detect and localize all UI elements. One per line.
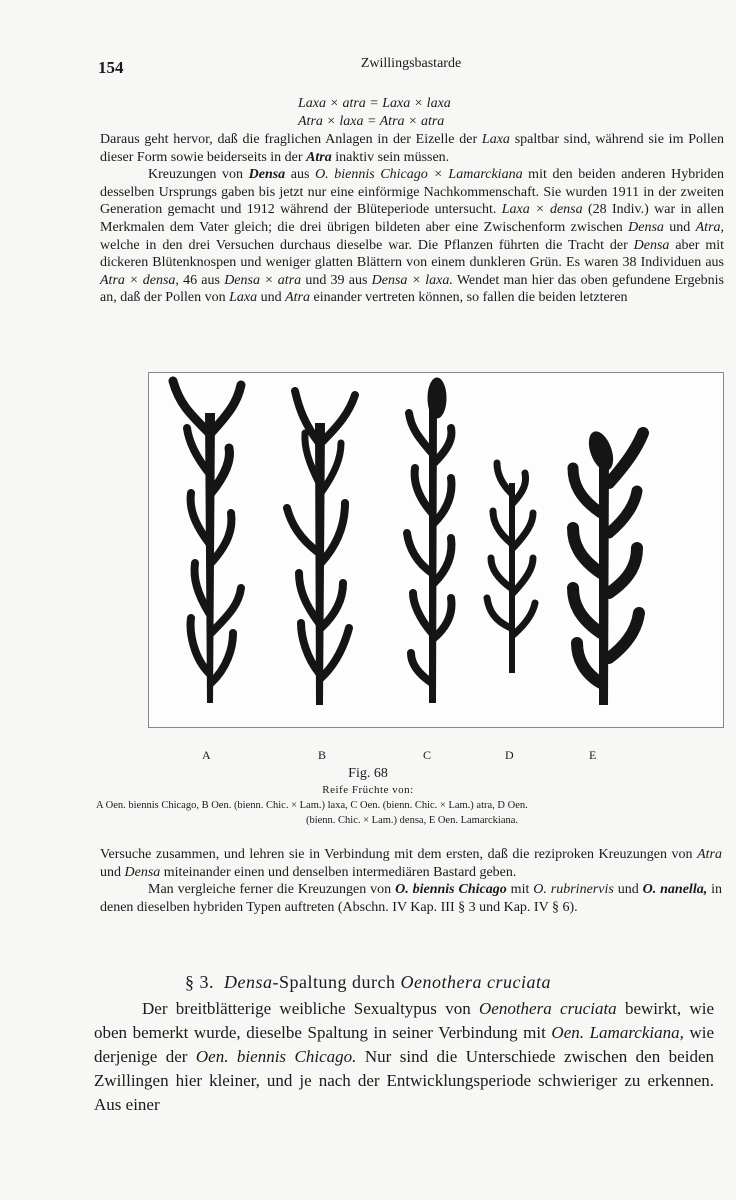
figure-letter-d: D xyxy=(505,748,514,762)
page-header xyxy=(98,56,724,80)
figure-legend xyxy=(96,798,728,828)
fruit-stems-photo xyxy=(149,373,723,727)
figure-letter-e: E xyxy=(589,748,597,762)
paragraph-3: Versuche zusammen, und lehren sie in Verbindung mit dem ersten, daß die reziproken Kreuzungen von Atra und Densa miteinander einen und denselben intermediären Bastard geben. xyxy=(100,847,722,880)
fruit-stem-c xyxy=(407,378,451,703)
running-title: Zwillingsbastarde xyxy=(360,56,462,71)
fruit-stem-d xyxy=(487,463,535,673)
figure-letter-a: A xyxy=(202,748,211,762)
figure-letter-c: C xyxy=(423,748,432,762)
paragraph-2: Kreuzungen von Densa aus O. biennis Chicago × Lamarckiana mit den beiden anderen Hybriden desselben Ursprungs gaben bis jetzt nur eine einförmige Nachkommenschaft. Sie wurden 1911 in der zweiten Generation gemacht und 1912 während der Blüteperiode untersucht. Laxa × densa (28 Indiv.) war in allen Merkmalen dem Vater gleich; die drei übrigen bildeten aber eine Zwischenform zwischen Densa und Atra, welche in den drei Versuchen durchaus dieselbe war. Die Pflanzen führten die Tracht der Densa aber mit dickeren Blütenknospen und weniger glatten Blättern von einem dunkleren Grün. Es waren 38 Individuen aus Atra × densa, 46 aus Densa × atra und 39 aus Densa × laxa. Wendet man hier das oben gefundene Ergebnis an, daß der Pollen von Laxa und Atra einander vertreten können, so fallen die beiden letzteren xyxy=(100,167,725,306)
figure-letter-b: B xyxy=(318,748,327,762)
section-heading: § 3. Densa-Spaltung durch Oenothera cruciata xyxy=(185,972,551,992)
paragraph-5: Der breitblätterige weibliche Sexualtypus von Oenothera cruciata bewirkt, wie oben bemerkt wurde, dieselbe Spaltung in seiner Verbindung mit Oen. Lamarckiana, wie derjenige der Oen. biennis Chicago. Nur sind die Unterschiede zwischen den beiden Zwillingen hier kleiner, und je nach der Entwicklungsperiode schwieriger zu erkennen. Aus einer xyxy=(94,999,715,1114)
fruit-stem-e xyxy=(573,429,643,705)
figure-photo-fruits xyxy=(148,372,724,728)
figure-legend-line-1: A Oen. biennis Chicago, B Oen. (bienn. Chic. × Lam.) laxa, C Oen. (bienn. Chic. × Lam.) atra, D Oen. xyxy=(96,800,528,811)
fruit-stem-b xyxy=(287,391,355,705)
figure-subcaption: Reife Früchte von: xyxy=(322,784,414,796)
formula-line-1: Laxa × atra = Laxa × laxa xyxy=(298,96,451,111)
figure-legend-line-2: (bienn. Chic. × Lam.) densa, E Oen. Lamarckiana. xyxy=(305,815,519,826)
body-text-lower xyxy=(100,846,722,916)
page-number: 154 xyxy=(98,58,124,77)
fruit-stem-a xyxy=(173,381,241,703)
figure-caption: Fig. 68 xyxy=(348,766,388,781)
paragraph-4: Man vergleiche ferner die Kreuzungen von O. biennis Chicago mit O. rubrinervis und O. nanella, in denen dieselben hybriden Typen auftreten (Abschn. IV Kap. III § 3 und Kap. IV § 6). xyxy=(100,882,723,915)
paragraph-1: Daraus geht hervor, daß die fraglichen Anlagen in der Eizelle der Laxa spaltbar sind, während sie im Pollen dieser Form sowie beiderseits in der Atra inaktiv sein müssen. xyxy=(100,132,725,165)
formula-line-2: Atra × laxa = Atra × atra xyxy=(298,114,445,129)
body-text-upper xyxy=(100,131,724,307)
